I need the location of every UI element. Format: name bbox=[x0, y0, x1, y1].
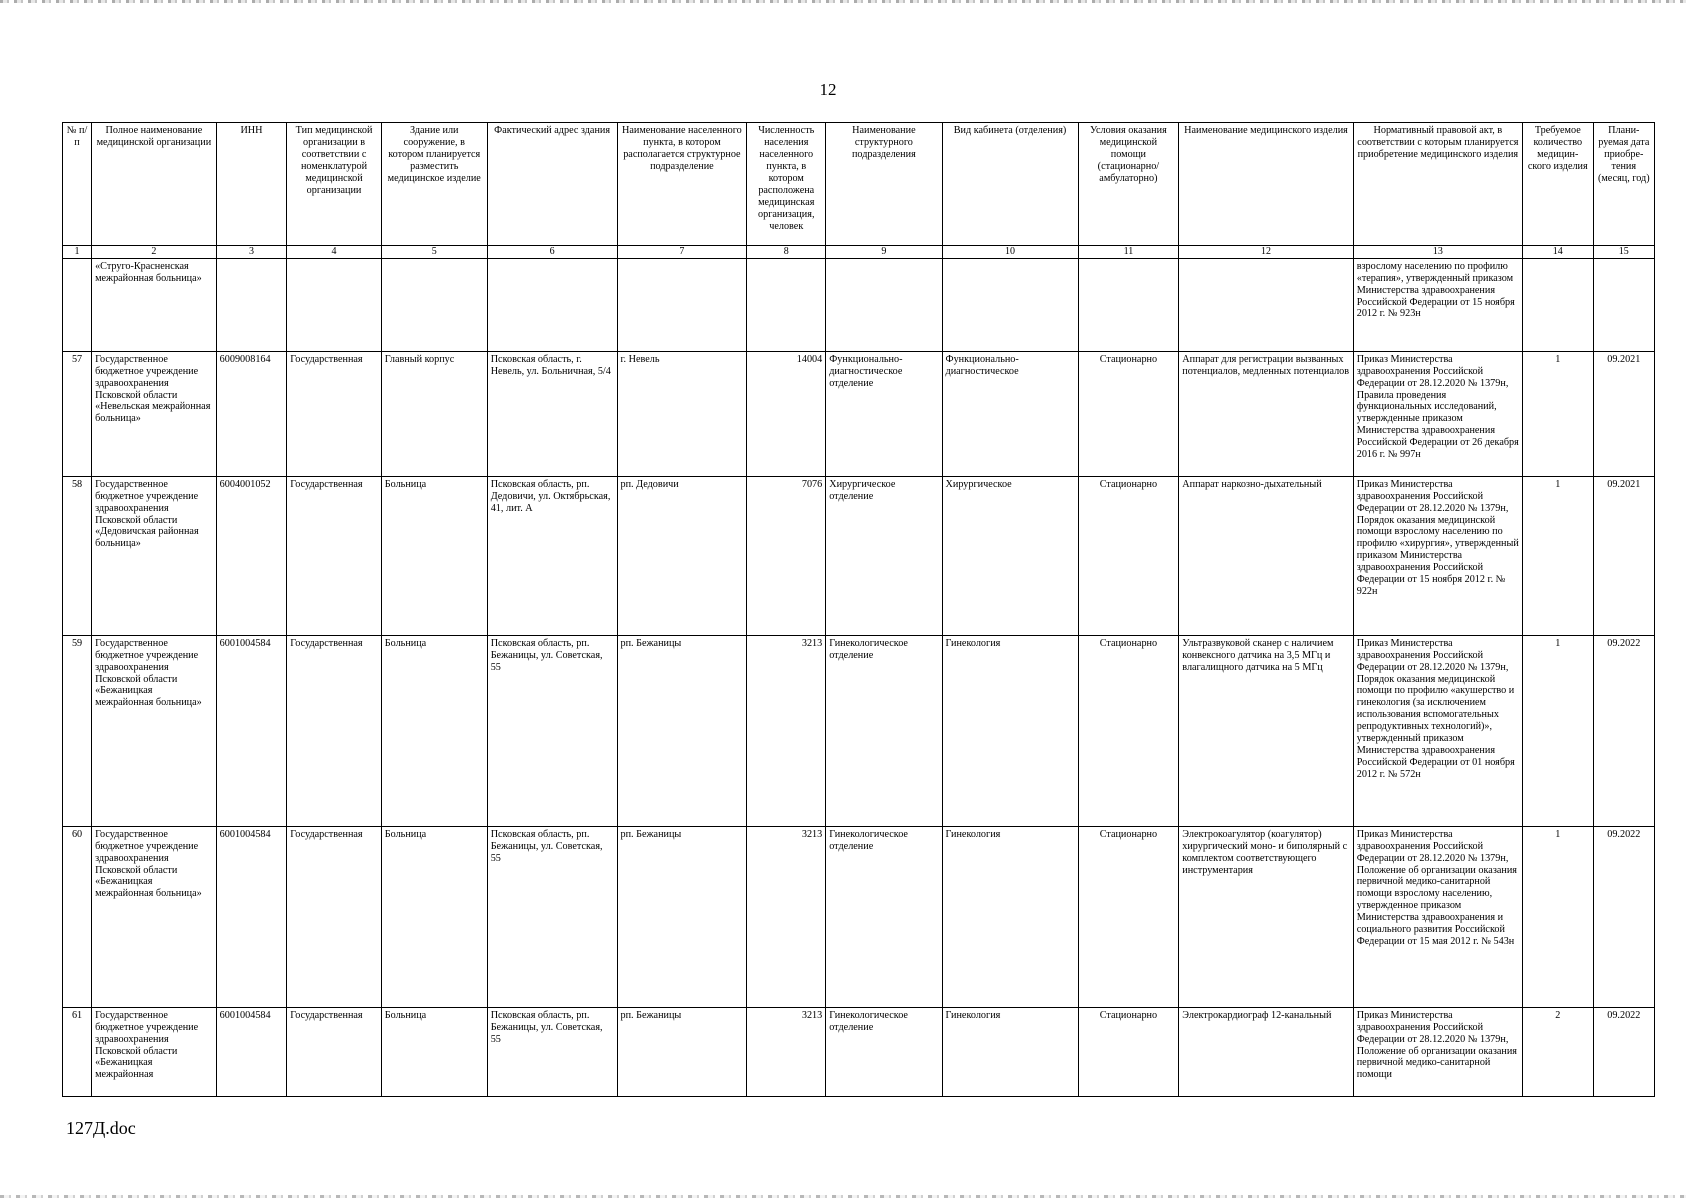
header-cell: № п/п bbox=[63, 123, 92, 246]
device-cell: Электрокардиограф 12-канальный bbox=[1179, 1007, 1353, 1096]
population-cell: 3213 bbox=[747, 635, 826, 826]
population-cell: 14004 bbox=[747, 351, 826, 476]
quantity-cell: 2 bbox=[1522, 1007, 1593, 1096]
table-row bbox=[63, 635, 1655, 826]
address-cell: Псковская область, г. Невель, ул. Больничная, 5/4 bbox=[487, 351, 617, 476]
building-cell: Больница bbox=[381, 635, 487, 826]
column-number: 11 bbox=[1078, 246, 1179, 259]
org-name-cell: Государственное бюджетное учреждение здравоохранения Псковской области «Бежаницкая межрайонная больница» bbox=[92, 635, 217, 826]
date-cell: 09.2022 bbox=[1593, 1007, 1654, 1096]
header-cell: Наименование структурного подразделения bbox=[826, 123, 942, 246]
row-number: 58 bbox=[63, 476, 92, 635]
header-cell: Наименование населенного пункта, в котором располагается структурное подразделение bbox=[617, 123, 747, 246]
device-cell: Ультразвуковой сканер с наличием конвексного датчика на 3,5 МГц и влагалищного датчика на 5 МГц bbox=[1179, 635, 1353, 826]
header-row bbox=[63, 123, 1655, 246]
org-name-cell: Государственное бюджетное учреждение здравоохранения Псковской области «Бежаницкая межрайонная bbox=[92, 1007, 217, 1096]
cabinet-cell: Функционально-диагностическое bbox=[942, 351, 1078, 476]
column-number: 14 bbox=[1522, 246, 1593, 259]
locality-cell: рп. Дедовичи bbox=[617, 476, 747, 635]
header-cell: Условия оказания медицинской помощи (стационарно/ амбулаторно) bbox=[1078, 123, 1179, 246]
building-cell: Главный корпус bbox=[381, 351, 487, 476]
address-cell: Псковская область, рп. Бежаницы, ул. Советская, 55 bbox=[487, 635, 617, 826]
locality-cell: г. Невель bbox=[617, 351, 747, 476]
org-name-cell: Государственное бюджетное учреждение здравоохранения Псковской области «Бежаницкая межрайонная больница» bbox=[92, 826, 217, 1007]
inn-cell: 6001004584 bbox=[216, 635, 287, 826]
conditions-cell: Стационарно bbox=[1078, 476, 1179, 635]
header-cell: Нормативный правовой акт, в соответствии с которым планируется приобретение медицинского изделия bbox=[1353, 123, 1522, 246]
inn-cell: 6009008164 bbox=[216, 351, 287, 476]
header-cell: Численность населения населенного пункта, в котором расположена медицинская организация, человек bbox=[747, 123, 826, 246]
header-cell: ИНН bbox=[216, 123, 287, 246]
cabinet-cell: Гинекология bbox=[942, 1007, 1078, 1096]
legal-act-cell: Приказ Министерства здравоохранения Российской Федерации от 28.12.2020 № 1379н, Положение об организации оказания первичной медико-санитарной помощи взрослому населению, утвержденное приказом Министерства здравоохранения и социального развития Российской Федерации от 15 мая 2012 г. № 543н bbox=[1353, 826, 1522, 1007]
unit-cell: Гинекологическое отделение bbox=[826, 635, 942, 826]
date-cell: 09.2021 bbox=[1593, 351, 1654, 476]
column-number: 5 bbox=[381, 246, 487, 259]
column-number: 2 bbox=[92, 246, 217, 259]
column-number: 7 bbox=[617, 246, 747, 259]
date-cell: 09.2022 bbox=[1593, 635, 1654, 826]
conditions-cell: Стационарно bbox=[1078, 826, 1179, 1007]
header-cell: Здание или сооружение, в котором планируется разместить медицинское изделие bbox=[381, 123, 487, 246]
unit-cell: Гинекологическое отделение bbox=[826, 826, 942, 1007]
legal-act-cell: Приказ Министерства здравоохранения Российской Федерации от 28.12.2020 № 1379н, Правила проведения функциональных исследований, утвержденные приказом Министерства здравоохранения Российской Федерации от 26 декабря 2016 г. № 997н bbox=[1353, 351, 1522, 476]
header-cell: Тип медицинской организации в соответствии с номенклатурой медицинской организации bbox=[287, 123, 382, 246]
header-cell: Плани-руемая дата приобре-тения (месяц, год) bbox=[1593, 123, 1654, 246]
inn-cell: 6001004584 bbox=[216, 826, 287, 1007]
header-cell: Наименование медицинского изделия bbox=[1179, 123, 1353, 246]
org-name-cell: «Струго-Красненская межрайонная больница» bbox=[92, 258, 217, 351]
header-cell: Фактический адрес здания bbox=[487, 123, 617, 246]
org-type-cell: Государственная bbox=[287, 351, 382, 476]
date-cell: 09.2022 bbox=[1593, 826, 1654, 1007]
inn-cell: 6004001052 bbox=[216, 476, 287, 635]
locality-cell: рп. Бежаницы bbox=[617, 1007, 747, 1096]
address-cell: Псковская область, рп. Бежаницы, ул. Советская, 55 bbox=[487, 826, 617, 1007]
inn-cell: 6001004584 bbox=[216, 1007, 287, 1096]
row-number: 60 bbox=[63, 826, 92, 1007]
medical-equipment-table bbox=[62, 122, 1655, 1097]
quantity-cell: 1 bbox=[1522, 826, 1593, 1007]
row-number: 61 bbox=[63, 1007, 92, 1096]
locality-cell: рп. Бежаницы bbox=[617, 826, 747, 1007]
column-number: 6 bbox=[487, 246, 617, 259]
table-row bbox=[63, 826, 1655, 1007]
quantity-cell: 1 bbox=[1522, 351, 1593, 476]
header-cell: Полное наименование медицинской организации bbox=[92, 123, 217, 246]
column-number: 4 bbox=[287, 246, 382, 259]
org-type-cell: Государственная bbox=[287, 476, 382, 635]
building-cell: Больница bbox=[381, 1007, 487, 1096]
column-number: 3 bbox=[216, 246, 287, 259]
document-filename: 127Д.doc bbox=[66, 1118, 136, 1138]
cabinet-cell: Гинекология bbox=[942, 826, 1078, 1007]
column-number: 12 bbox=[1179, 246, 1353, 259]
header-cell: Вид кабинета (отделения) bbox=[942, 123, 1078, 246]
conditions-cell: Стационарно bbox=[1078, 351, 1179, 476]
table-row bbox=[63, 1007, 1655, 1096]
conditions-cell: Стационарно bbox=[1078, 635, 1179, 826]
unit-cell: Функционально-диагностическое отделение bbox=[826, 351, 942, 476]
building-cell: Больница bbox=[381, 476, 487, 635]
legal-act-cell: взрослому населению по профилю «терапия», утвержденный приказом Министерства здравоохранения Российской Федерации от 15 ноября 2012 г. № 923н bbox=[1353, 258, 1522, 351]
population-cell: 7076 bbox=[747, 476, 826, 635]
column-number-row bbox=[63, 246, 1655, 259]
population-cell: 3213 bbox=[747, 826, 826, 1007]
address-cell: Псковская область, рп. Бежаницы, ул. Советская, 55 bbox=[487, 1007, 617, 1096]
org-name-cell: Государственное бюджетное учреждение здравоохранения Псковской области «Невельская межрайонная больница» bbox=[92, 351, 217, 476]
conditions-cell: Стационарно bbox=[1078, 1007, 1179, 1096]
legal-act-cell: Приказ Министерства здравоохранения Российской Федерации от 28.12.2020 № 1379н, Порядок оказания медицинской помощи по профилю «акушерство и гинекология (за исключением использования вспомогательных репродуктивных технологий)», утвержденный приказом Министерства здравоохранения Российской Федерации от 01 ноября 2012 г. № 572н bbox=[1353, 635, 1522, 826]
table-row-continuation bbox=[63, 258, 1655, 351]
cabinet-cell: Гинекология bbox=[942, 635, 1078, 826]
column-number: 15 bbox=[1593, 246, 1654, 259]
building-cell: Больница bbox=[381, 826, 487, 1007]
org-type-cell: Государственная bbox=[287, 635, 382, 826]
cabinet-cell: Хирургическое bbox=[942, 476, 1078, 635]
address-cell: Псковская область, рп. Дедовичи, ул. Октябрьская, 41, лит. А bbox=[487, 476, 617, 635]
unit-cell: Хирургическое отделение bbox=[826, 476, 942, 635]
org-type-cell: Государственная bbox=[287, 1007, 382, 1096]
scan-edge-bottom bbox=[0, 1195, 1686, 1198]
org-name-cell: Государственное бюджетное учреждение здравоохранения Псковской области «Дедовичская районная больница» bbox=[92, 476, 217, 635]
page-number: 12 bbox=[819, 80, 837, 99]
scan-edge-top bbox=[0, 0, 1686, 3]
table-row bbox=[63, 351, 1655, 476]
header-cell: Требуемое количество медицин-ского изделия bbox=[1522, 123, 1593, 246]
column-number: 10 bbox=[942, 246, 1078, 259]
column-number: 1 bbox=[63, 246, 92, 259]
legal-act-cell: Приказ Министерства здравоохранения Российской Федерации от 28.12.2020 № 1379н, Порядок оказания медицинской помощи взрослому населению по профилю «хирургия», утвержденный приказом Министерства здравоохранения Российской Федерации от 15 ноября 2012 г. № 922н bbox=[1353, 476, 1522, 635]
device-cell: Электрокоагулятор (коагулятор) хирургический моно- и биполярный с комплектом соответствующего инструментария bbox=[1179, 826, 1353, 1007]
date-cell: 09.2021 bbox=[1593, 476, 1654, 635]
quantity-cell: 1 bbox=[1522, 476, 1593, 635]
unit-cell: Гинекологическое отделение bbox=[826, 1007, 942, 1096]
quantity-cell: 1 bbox=[1522, 635, 1593, 826]
org-type-cell: Государственная bbox=[287, 826, 382, 1007]
column-number: 8 bbox=[747, 246, 826, 259]
device-cell: Аппарат для регистрации вызванных потенциалов, медленных потенциалов bbox=[1179, 351, 1353, 476]
population-cell: 3213 bbox=[747, 1007, 826, 1096]
column-number: 13 bbox=[1353, 246, 1522, 259]
row-number: 57 bbox=[63, 351, 92, 476]
device-cell: Аппарат наркозно-дыхательный bbox=[1179, 476, 1353, 635]
legal-act-cell: Приказ Министерства здравоохранения Российской Федерации от 28.12.2020 № 1379н, Положение об организации оказания первичной медико-санитарной помощи bbox=[1353, 1007, 1522, 1096]
table-row bbox=[63, 476, 1655, 635]
column-number: 9 bbox=[826, 246, 942, 259]
locality-cell: рп. Бежаницы bbox=[617, 635, 747, 826]
row-number: 59 bbox=[63, 635, 92, 826]
